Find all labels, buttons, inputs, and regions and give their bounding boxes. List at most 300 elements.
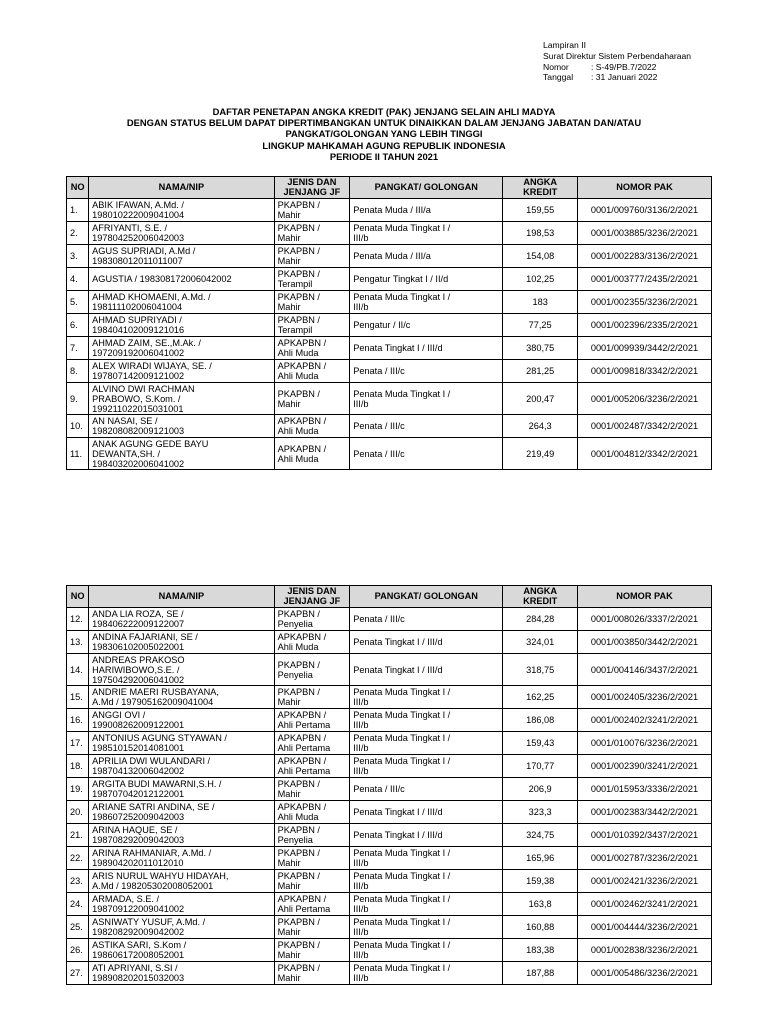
row-jenis-jenjang-line: PKAPBN /: [277, 917, 320, 927]
row-pangkat-golongan-line: Penata Tingkat I / III/d: [353, 664, 443, 675]
table-row: [67, 893, 712, 916]
row-nama-nip-line: AGUSTIA / 198308172006042002: [92, 274, 232, 284]
row-jenis-jenjang-line: Terampil: [277, 279, 313, 289]
row-nama-nip: [89, 245, 274, 268]
row-jenis-jenjang-line: Mahir: [277, 927, 301, 937]
row-number: 12.: [67, 608, 89, 631]
row-nama-nip-line: 198111102006041004: [92, 302, 183, 312]
row-pangkat-golongan-line: III/b: [353, 766, 369, 776]
row-jenis-jenjang-line: APKAPBN /: [277, 894, 327, 904]
row-pangkat-golongan-line: Penata Muda Tingkat I /: [353, 917, 451, 927]
row-jenis-jenjang: [274, 916, 350, 939]
table-row: [67, 847, 712, 870]
row-pangkat-golongan: [350, 916, 503, 939]
row-jenis-jenjang-line: Ahli Muda: [277, 371, 319, 381]
col-jenis-line-2: JENJANG JF: [283, 186, 341, 197]
table-row: [67, 383, 712, 415]
row-angka-kredit: 165,96: [503, 847, 578, 870]
row-jenis-jenjang: [274, 709, 350, 732]
row-nomor-pak: 0001/008026/3337/2/2021: [577, 608, 711, 631]
row-pangkat-golongan: [350, 870, 503, 893]
row-angka-kredit: 219,49: [503, 438, 578, 470]
row-nomor-pak: 0001/010392/3437/2/2021: [577, 824, 711, 847]
row-nama-nip-line: ABIK IFAWAN, A.Md. /: [92, 200, 184, 210]
row-nama-nip-line: 198704132006042002: [92, 766, 185, 776]
row-pangkat-golongan: [350, 608, 503, 631]
row-pangkat-golongan-line: III/b: [353, 973, 369, 983]
row-pangkat-golongan: [350, 314, 503, 337]
row-nama-nip: [89, 916, 274, 939]
row-number: 1.: [67, 199, 89, 222]
row-jenis-jenjang-line: Mahir: [277, 256, 301, 266]
row-nama-nip: [89, 222, 274, 245]
row-nama-nip-line: AN NASAI, SE /: [92, 416, 158, 426]
row-jenis-jenjang-line: PKAPBN /: [277, 388, 320, 399]
row-nomor-pak: 0001/003885/3236/2/2021: [577, 222, 711, 245]
row-jenis-jenjang-line: Ahli Pertama: [277, 743, 331, 753]
row-angka-kredit: 159,38: [503, 870, 578, 893]
row-pangkat-golongan-line: Penata Muda Tingkat I /: [353, 687, 451, 697]
table-row: [67, 415, 712, 438]
row-jenis-jenjang: [274, 824, 350, 847]
row-jenis-jenjang: [274, 337, 350, 360]
row-nama-nip-line: ARINA HAQUE, SE /: [92, 825, 178, 835]
lampiran-tanggal: [543, 72, 691, 83]
row-nama-nip: [89, 360, 274, 383]
row-number: 24.: [67, 893, 89, 916]
row-pangkat-golongan: [350, 415, 503, 438]
row-jenis-jenjang-line: Mahir: [277, 697, 301, 707]
row-angka-kredit: 380,75: [503, 337, 578, 360]
row-nomor-pak: 0001/003850/3442/2/2021: [577, 631, 711, 654]
heading-line-3: PANGKAT/GOLONGAN YANG LEBIH TINGGI: [285, 128, 483, 140]
col-angka-line-2: KREDIT: [523, 595, 558, 606]
row-angka-kredit: 162,25: [503, 686, 578, 709]
row-nama-nip: [89, 608, 274, 631]
table-row: [67, 732, 712, 755]
table-row: [67, 268, 712, 291]
row-nama-nip-line: 198707042012122001: [92, 789, 185, 799]
row-pangkat-golongan-line: Penata Muda Tingkat I /: [353, 940, 451, 950]
row-pangkat-golongan-line: Penata Muda Tingkat I /: [353, 756, 451, 766]
lampiran-nomor: [543, 62, 691, 73]
row-jenis-jenjang-line: APKAPBN /: [277, 416, 327, 426]
row-pangkat-golongan-line: III/b: [353, 233, 369, 243]
row-number: 7.: [67, 337, 89, 360]
row-angka-kredit: 198,53: [503, 222, 578, 245]
table-row: [67, 686, 712, 709]
table-header-row: [67, 177, 712, 199]
row-jenis-jenjang: [274, 608, 350, 631]
table-header-row: [67, 586, 712, 608]
row-jenis-jenjang: [274, 732, 350, 755]
row-nomor-pak: 0001/003777/2435/2/2021: [577, 268, 711, 291]
document-heading: [0, 106, 768, 162]
row-jenis-jenjang-line: PKAPBN /: [277, 963, 320, 973]
row-nomor-pak: 0001/009939/3442/2/2021: [577, 337, 711, 360]
pak-table-1: [66, 176, 712, 470]
row-pangkat-golongan-line: Penata Tingkat I / III/d: [353, 343, 443, 353]
table-row: [67, 778, 712, 801]
row-nama-nip-line: PRABOWO, S.Kom. /: [92, 393, 181, 404]
row-nama-nip-line: AGUS SUPRIADI, A.Md /: [92, 246, 196, 256]
col-nomor-pak: NOMOR PAK: [577, 177, 711, 199]
row-nomor-pak: 0001/002462/3241/2/2021: [577, 893, 711, 916]
row-nama-nip-line: 197804252006042003: [92, 233, 185, 243]
row-pangkat-golongan: [350, 939, 503, 962]
table-row: [67, 360, 712, 383]
table-row: [67, 801, 712, 824]
row-nomor-pak: 0001/002405/3236/2/2021: [577, 686, 711, 709]
row-nama-nip-line: AHMAD KHOMAENI, A.Md. /: [92, 292, 211, 302]
row-angka-kredit: 160,88: [503, 916, 578, 939]
row-number: 16.: [67, 709, 89, 732]
row-nama-nip-line: AFRIYANTI, S.E. /: [92, 223, 168, 233]
row-number: 11.: [67, 438, 89, 470]
row-nama-nip-line: 198208292009042002: [92, 927, 185, 937]
row-pangkat-golongan-line: III/b: [353, 302, 369, 312]
row-pangkat-golongan-line: III/b: [353, 720, 369, 730]
row-nama-nip-line: ANDINA FAJARIANI, SE /: [92, 632, 198, 642]
row-nama-nip-line: AHMAD ZAIM, SE.,M.Ak. /: [92, 338, 201, 348]
row-jenis-jenjang-line: Terampil: [277, 325, 313, 335]
row-nama-nip-line: ALEX WIRADI WIJAYA, SE. /: [92, 361, 212, 371]
row-number: 6.: [67, 314, 89, 337]
row-jenis-jenjang-line: Penyelia: [277, 619, 313, 629]
row-nama-nip-line: 199211022015031001: [92, 403, 184, 414]
row-nomor-pak: 0001/005486/3236/2/2021: [577, 962, 711, 985]
table-row: [67, 709, 712, 732]
row-angka-kredit: 281,25: [503, 360, 578, 383]
row-nama-nip: [89, 801, 274, 824]
row-jenis-jenjang: [274, 383, 350, 415]
row-jenis-jenjang-line: Mahir: [277, 950, 301, 960]
col-angka-line-1: ANGKA: [523, 177, 557, 187]
row-jenis-jenjang-line: Mahir: [277, 858, 301, 868]
row-jenis-jenjang-line: PKAPBN /: [277, 269, 320, 279]
row-pangkat-golongan-line: III/b: [353, 881, 369, 891]
row-angka-kredit: 206,9: [503, 778, 578, 801]
table-row: [67, 962, 712, 985]
row-pangkat-golongan: [350, 360, 503, 383]
row-pangkat-golongan-line: Penata Muda Tingkat I /: [353, 223, 451, 233]
row-nama-nip-line: 197504292006041002: [92, 674, 185, 685]
row-nama-nip-line: 198607252009042003: [92, 812, 185, 822]
row-nama-nip: [89, 337, 274, 360]
row-nama-nip-line: 198010222009041004: [92, 210, 185, 220]
row-angka-kredit: 159,43: [503, 732, 578, 755]
row-nama-nip-line: 198306102005022001: [92, 642, 185, 652]
row-nama-nip-line: APRILIA DWI WULANDARI /: [92, 756, 211, 766]
row-jenis-jenjang-line: APKAPBN /: [277, 632, 327, 642]
row-pangkat-golongan: [350, 801, 503, 824]
table-row: [67, 337, 712, 360]
row-jenis-jenjang: [274, 847, 350, 870]
row-pangkat-golongan-line: Penata Muda Tingkat I /: [353, 292, 451, 302]
row-jenis-jenjang-line: Ahli Muda: [277, 812, 319, 822]
table-row: [67, 314, 712, 337]
row-jenis-jenjang-line: PKAPBN /: [277, 292, 320, 302]
row-jenis-jenjang-line: Mahir: [277, 233, 301, 243]
row-pangkat-golongan-line: Penata / III/c: [353, 448, 405, 459]
row-nama-nip-line: 199008262009122001: [92, 720, 185, 730]
row-nama-nip: [89, 291, 274, 314]
row-jenis-jenjang-line: PKAPBN /: [277, 246, 320, 256]
row-nama-nip-line: ARMADA, S.E. /: [92, 894, 160, 904]
row-jenis-jenjang-line: Mahir: [277, 398, 301, 409]
row-nama-nip: [89, 438, 274, 470]
row-jenis-jenjang-line: APKAPBN /: [277, 733, 327, 743]
col-pangkat: PANGKAT/ GOLONGAN: [350, 177, 503, 199]
row-nomor-pak: 0001/004812/3342/2/2021: [577, 438, 711, 470]
row-pangkat-golongan: [350, 245, 503, 268]
row-pangkat-golongan: [350, 893, 503, 916]
row-nama-nip-line: ANTONIUS AGUNG STYAWAN /: [92, 733, 227, 743]
row-nomor-pak: 0001/002487/3342/2/2021: [577, 415, 711, 438]
row-nama-nip-line: DEWANTA,SH. /: [92, 448, 161, 459]
row-pangkat-golongan: [350, 709, 503, 732]
row-nomor-pak: 0001/002787/3236/2/2021: [577, 847, 711, 870]
row-nomor-pak: 0001/002421/3236/2/2021: [577, 870, 711, 893]
row-nama-nip-line: ANDA LIA ROZA, SE /: [92, 609, 184, 619]
row-nama-nip: [89, 709, 274, 732]
col-jenis: [274, 177, 350, 199]
row-nomor-pak: 0001/002390/3241/2/2021: [577, 755, 711, 778]
row-nama-nip: [89, 314, 274, 337]
row-pangkat-golongan: [350, 291, 503, 314]
row-pangkat-golongan-line: III/b: [353, 858, 369, 868]
table-row: [67, 291, 712, 314]
col-angka: [503, 177, 578, 199]
row-angka-kredit: 102,25: [503, 268, 578, 291]
row-nama-nip-line: 197209192006041002: [92, 348, 185, 358]
row-nomor-pak: 0001/009760/3136/2/2021: [577, 199, 711, 222]
row-angka-kredit: 77,25: [503, 314, 578, 337]
row-nama-nip-line: 198708292009042003: [92, 835, 185, 845]
row-nama-nip-line: ANDREAS PRAKOSO: [92, 654, 185, 665]
col-jenis-line-1: JENIS DAN: [287, 586, 337, 596]
row-nama-nip-line: AHMAD SUPRIYADI /: [92, 315, 182, 325]
row-jenis-jenjang-line: Penyelia: [277, 669, 313, 680]
row-pangkat-golongan-line: Pengatur / II/c: [353, 320, 411, 330]
row-pangkat-golongan-line: III/b: [353, 398, 369, 409]
row-jenis-jenjang: [274, 291, 350, 314]
col-nama: NAMA/NIP: [89, 177, 274, 199]
row-nomor-pak: 0001/002355/3236/2/2021: [577, 291, 711, 314]
row-jenis-jenjang-line: APKAPBN /: [277, 443, 327, 454]
row-jenis-jenjang-line: PKAPBN /: [277, 825, 320, 835]
row-pangkat-golongan-line: Penata Muda / III/a: [353, 205, 431, 215]
row-angka-kredit: 183,38: [503, 939, 578, 962]
row-jenis-jenjang-line: Ahli Muda: [277, 453, 319, 464]
row-pangkat-golongan-line: III/b: [353, 927, 369, 937]
row-angka-kredit: 170,77: [503, 755, 578, 778]
row-angka-kredit: 159,55: [503, 199, 578, 222]
row-nama-nip: [89, 962, 274, 985]
row-pangkat-golongan: [350, 654, 503, 686]
row-pangkat-golongan-line: Penata / III/c: [353, 421, 405, 431]
row-nama-nip: [89, 732, 274, 755]
row-jenis-jenjang: [274, 686, 350, 709]
nomor-label: Nomor: [543, 61, 569, 72]
row-jenis-jenjang-line: PKAPBN /: [277, 940, 320, 950]
row-pangkat-golongan-line: Penata Muda Tingkat I /: [353, 848, 451, 858]
row-number: 14.: [67, 654, 89, 686]
pak-table-2: [66, 585, 712, 985]
row-angka-kredit: 324,75: [503, 824, 578, 847]
row-number: 26.: [67, 939, 89, 962]
row-number: 9.: [67, 383, 89, 415]
row-number: 20.: [67, 801, 89, 824]
row-pangkat-golongan-line: Penata / III/c: [353, 366, 405, 376]
heading-line-5: PERIODE II TAHUN 2021: [329, 150, 439, 162]
row-number: 19.: [67, 778, 89, 801]
row-nama-nip-line: ARIANE SATRI ANDINA, SE /: [92, 802, 215, 812]
tanggal-value: : 31 Januari 2022: [591, 72, 658, 83]
row-angka-kredit: 154,08: [503, 245, 578, 268]
row-number: 13.: [67, 631, 89, 654]
col-jenis: [274, 586, 350, 608]
row-pangkat-golongan: [350, 199, 503, 222]
row-number: 4.: [67, 268, 89, 291]
row-jenis-jenjang: [274, 755, 350, 778]
row-pangkat-golongan-line: Penata / III/c: [353, 784, 405, 794]
row-pangkat-golongan-line: Penata Muda / III/a: [353, 251, 431, 261]
table-row: [67, 755, 712, 778]
col-jenis-line-2: JENJANG JF: [283, 595, 341, 606]
row-angka-kredit: 187,88: [503, 962, 578, 985]
row-number: 5.: [67, 291, 89, 314]
row-nama-nip-line: ARGITA BUDI MAWARNI,S.H. /: [92, 779, 222, 789]
col-jenis-line-1: JENIS DAN: [287, 177, 337, 187]
row-pangkat-golongan-line: Penata Muda Tingkat I /: [353, 963, 451, 973]
row-jenis-jenjang-line: Mahir: [277, 789, 301, 799]
row-nama-nip: [89, 778, 274, 801]
row-jenis-jenjang: [274, 778, 350, 801]
row-nama-nip-line: ALVINO DWI RACHMAN: [92, 383, 195, 394]
row-nama-nip-line: ARIS NURUL WAHYU HIDAYAH,: [92, 871, 229, 881]
row-pangkat-golongan-line: Penata Muda Tingkat I /: [353, 388, 451, 399]
table-row: [67, 438, 712, 470]
row-number: 2.: [67, 222, 89, 245]
row-jenis-jenjang-line: PKAPBN /: [277, 223, 320, 233]
row-nama-nip-line: 198208082009121003: [92, 426, 185, 436]
row-pangkat-golongan-line: Penata Muda Tingkat I /: [353, 871, 451, 881]
row-jenis-jenjang: [274, 360, 350, 383]
row-pangkat-golongan-line: Penata Tingkat I / III/d: [353, 807, 443, 817]
row-angka-kredit: 264,3: [503, 415, 578, 438]
table-row: [67, 608, 712, 631]
table-row: [67, 245, 712, 268]
row-jenis-jenjang: [274, 415, 350, 438]
row-jenis-jenjang-line: Penyelia: [277, 835, 313, 845]
row-nomor-pak: 0001/004444/3236/2/2021: [577, 916, 711, 939]
table-row: [67, 654, 712, 686]
col-angka-line-2: KREDIT: [523, 186, 558, 197]
row-jenis-jenjang: [274, 245, 350, 268]
row-nama-nip-line: A.Md / 198205302008052001: [92, 881, 214, 891]
row-pangkat-golongan: [350, 383, 503, 415]
row-number: 23.: [67, 870, 89, 893]
row-nama-nip: [89, 415, 274, 438]
row-jenis-jenjang: [274, 801, 350, 824]
row-number: 21.: [67, 824, 89, 847]
row-jenis-jenjang-line: PKAPBN /: [277, 200, 320, 210]
row-jenis-jenjang-line: PKAPBN /: [277, 687, 320, 697]
row-pangkat-golongan: [350, 847, 503, 870]
row-jenis-jenjang-line: APKAPBN /: [277, 338, 327, 348]
row-nomor-pak: 0001/004146/3437/2/2021: [577, 654, 711, 686]
row-jenis-jenjang-line: APKAPBN /: [277, 802, 327, 812]
row-jenis-jenjang: [274, 268, 350, 291]
row-pangkat-golongan-line: III/b: [353, 950, 369, 960]
row-jenis-jenjang: [274, 870, 350, 893]
row-pangkat-golongan: [350, 337, 503, 360]
row-pangkat-golongan: [350, 631, 503, 654]
row-nama-nip-line: ASTIKA SARI, S.Kom /: [92, 940, 187, 950]
row-pangkat-golongan-line: Penata Muda Tingkat I /: [353, 710, 451, 720]
row-jenis-jenjang: [274, 962, 350, 985]
row-jenis-jenjang: [274, 199, 350, 222]
heading-line-4: LINGKUP MAHKAMAH AGUNG REPUBLIK INDONESIA: [262, 139, 506, 151]
row-nama-nip-line: HARIWIBOWO,S.E. /: [92, 664, 180, 675]
row-nama-nip: [89, 939, 274, 962]
row-nama-nip-line: 198308012011011007: [92, 256, 183, 266]
row-number: 18.: [67, 755, 89, 778]
row-jenis-jenjang-line: PKAPBN /: [277, 609, 320, 619]
row-pangkat-golongan: [350, 824, 503, 847]
row-jenis-jenjang-line: APKAPBN /: [277, 361, 327, 371]
row-nomor-pak: 0001/010076/3236/2/2021: [577, 732, 711, 755]
row-nama-nip-line: 198510152014081001: [92, 743, 185, 753]
row-nama-nip-line: ARINA RAHMANIAR, A.Md. /: [92, 848, 212, 858]
lampiran-block: [543, 40, 691, 83]
row-nama-nip: [89, 686, 274, 709]
row-pangkat-golongan-line: III/b: [353, 743, 369, 753]
row-jenis-jenjang-line: APKAPBN /: [277, 756, 327, 766]
row-number: 15.: [67, 686, 89, 709]
table-row: [67, 222, 712, 245]
row-pangkat-golongan: [350, 268, 503, 291]
row-jenis-jenjang: [274, 939, 350, 962]
row-jenis-jenjang: [274, 438, 350, 470]
row-nama-nip-line: A.Md / 197905162009041004: [92, 697, 214, 707]
row-jenis-jenjang-line: Ahli Pertama: [277, 720, 331, 730]
row-nama-nip-line: 198908202015032003: [92, 973, 185, 983]
row-jenis-jenjang-line: APKAPBN /: [277, 710, 327, 720]
nomor-value: : S-49/PB.7/2022: [591, 61, 657, 72]
row-jenis-jenjang-line: Mahir: [277, 210, 301, 220]
row-number: 8.: [67, 360, 89, 383]
row-jenis-jenjang-line: Ahli Pertama: [277, 766, 331, 776]
row-nama-nip: [89, 631, 274, 654]
row-jenis-jenjang: [274, 631, 350, 654]
row-angka-kredit: 323,3: [503, 801, 578, 824]
col-nama: NAMA/NIP: [89, 586, 274, 608]
row-nama-nip: [89, 199, 274, 222]
row-nama-nip: [89, 383, 274, 415]
row-jenis-jenjang: [274, 222, 350, 245]
row-pangkat-golongan-line: III/b: [353, 697, 369, 707]
row-nama-nip: [89, 755, 274, 778]
row-pangkat-golongan: [350, 222, 503, 245]
row-nama-nip: [89, 870, 274, 893]
row-nama-nip: [89, 268, 274, 291]
row-pangkat-golongan-line: Penata / III/c: [353, 614, 405, 624]
row-pangkat-golongan: [350, 732, 503, 755]
row-nomor-pak: 0001/009818/3342/2/2021: [577, 360, 711, 383]
col-no: NO: [67, 177, 89, 199]
